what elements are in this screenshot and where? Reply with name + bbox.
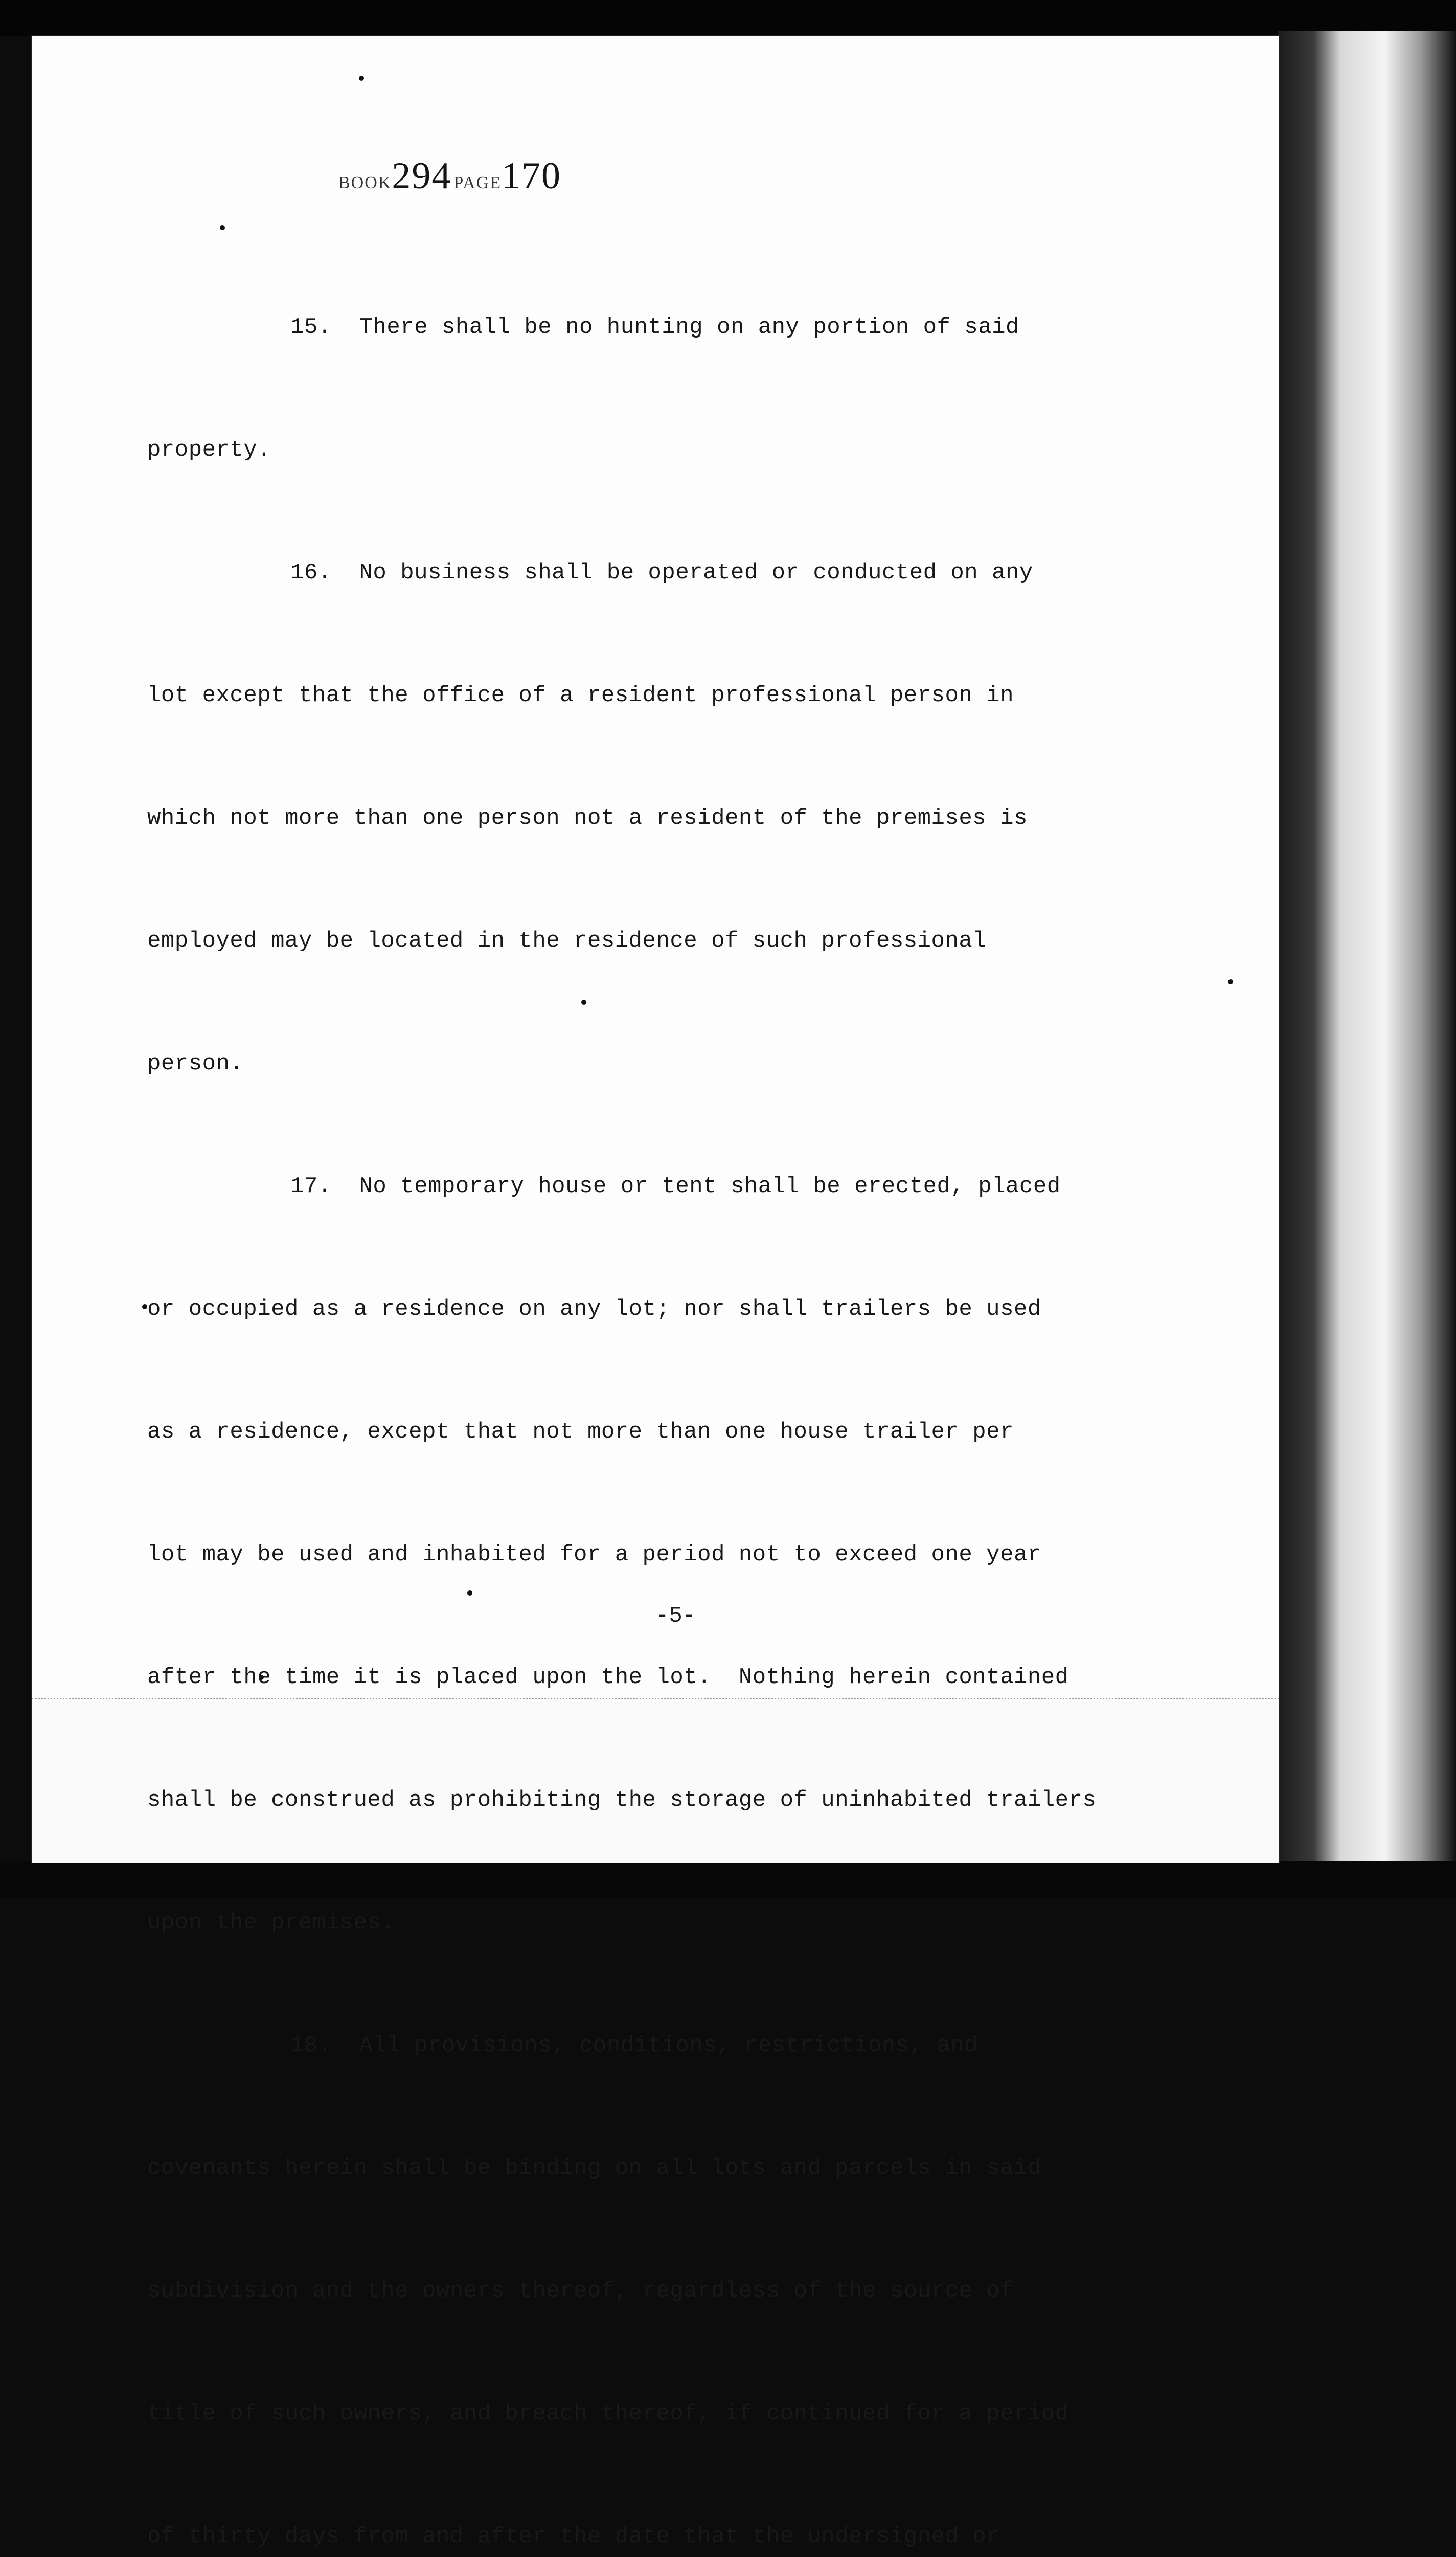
book-page-reference (338, 154, 561, 198)
text-line: which not more than one person not a resident of the premises is (147, 805, 1028, 831)
book-number: 294 (392, 155, 452, 197)
page-reference: 170 (502, 155, 562, 197)
text-line: shall be construed as prohibiting the storage of uninhabited trailers (147, 1787, 1097, 1813)
text-line: 17. No temporary house or tent shall be erected, placed (290, 1174, 1061, 1199)
scan-speck (359, 76, 364, 81)
text-line: covenants herein shall be binding on all lots and parcels in said (147, 2156, 1041, 2181)
text-line: 15. There shall be no hunting on any portion of said (290, 315, 1019, 340)
text-line: as a residence, except that not more than one house trailer per (147, 1419, 1014, 1445)
text-line: 16. No business shall be operated or conducted on any (290, 560, 1033, 586)
scan-speck (1228, 979, 1233, 984)
text-line: lot may be used and inhabited for a period not to exceed one year (147, 1542, 1041, 1567)
document-body (147, 225, 1200, 2557)
text-line: person. (147, 1051, 244, 1076)
scan-speck (142, 1304, 147, 1309)
scan-right-edge (1278, 31, 1456, 1898)
page-number: -5- (655, 1603, 696, 1629)
text-line: after the time it is placed upon the lot. Nothing herein contained (147, 1665, 1069, 1690)
book-label: BOOK (338, 173, 392, 192)
text-line: title of such owners, and breach thereof, if continued for a period (147, 2401, 1069, 2427)
page-label: PAGE (453, 173, 502, 192)
text-line: property. (147, 437, 271, 463)
text-line: subdivision and the owners thereof, regardless of the source of (147, 2278, 1014, 2304)
text-line: of thirty days from and after the date that the undersigned or (147, 2524, 1000, 2549)
text-line: or occupied as a residence on any lot; nor shall trailers be used (147, 1296, 1041, 1322)
scan-top-edge (0, 0, 1456, 36)
text-line: lot except that the office of a resident professional person in (147, 683, 1014, 708)
text-line: upon the premises. (147, 1910, 395, 1936)
text-line: employed may be located in the residence of such professional (147, 928, 987, 954)
text-line: 18. All provisions, conditions, restrictions, and (290, 2033, 979, 2058)
